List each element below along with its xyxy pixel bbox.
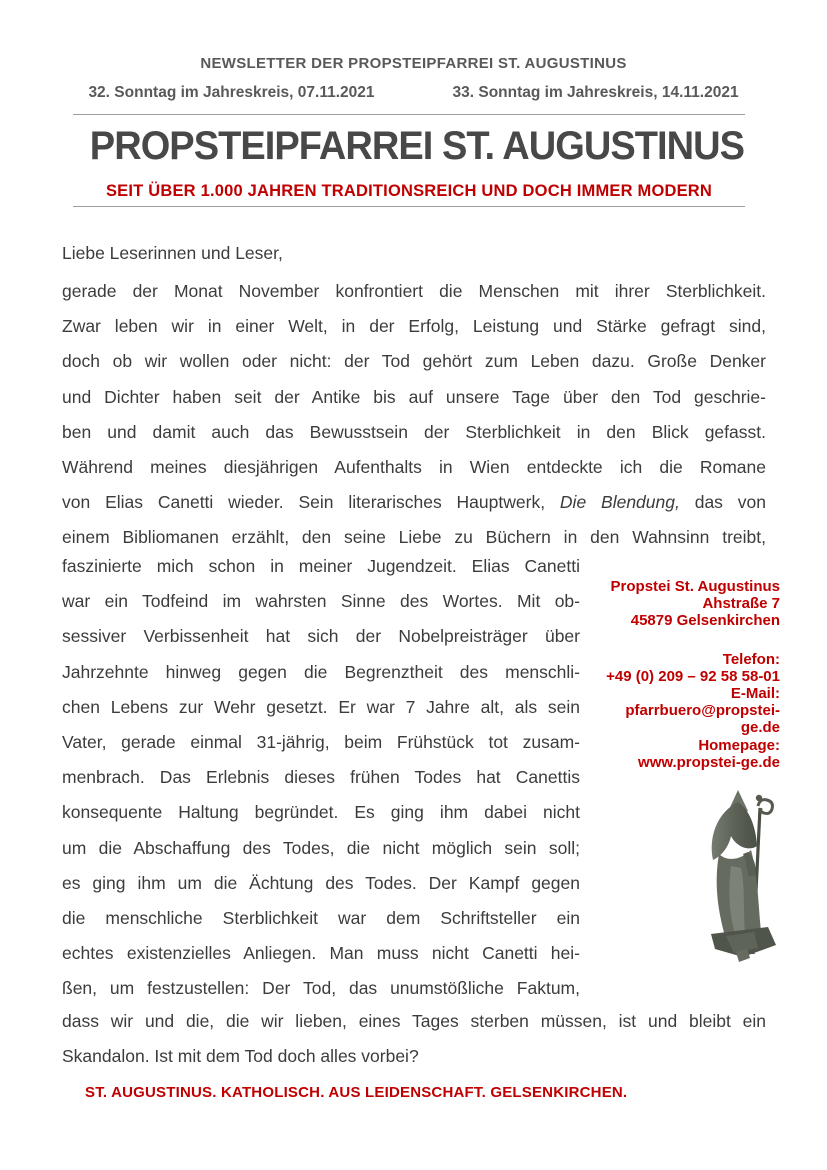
newsletter-header: NEWSLETTER DER PROPSTEIPFARREI ST. AUGUSTINUS — [200, 55, 627, 72]
tagline: SEIT ÜBER 1.000 JAHREN TRADITIONSREICH UND DOCH IMMER MODERN — [105, 182, 713, 200]
text-line: sessiver Verbissenheit hat sich der Nobelpreisträger über — [62, 626, 580, 647]
paragraph-block-full-top — [62, 274, 766, 556]
st-augustinus-statue-image — [696, 784, 788, 962]
divider-under-tagline — [73, 206, 745, 207]
text-line-with-book-title — [62, 485, 766, 520]
divider-top — [73, 114, 745, 115]
text-line: www.propstei-ge.de — [638, 753, 780, 771]
text-line: Propstei St. Augustinus — [610, 578, 780, 595]
text-line: Homepage: — [698, 736, 780, 754]
text-after-title: das von — [679, 492, 766, 513]
text-line: Ahstraße 7 — [702, 595, 780, 613]
text-line: +49 (0) 209 – 92 58 58-01 — [606, 667, 780, 685]
text-line: die menschliche Sterblichkeit war dem Schriftsteller ein — [62, 908, 580, 929]
text-line: Vater, gerade einmal 31-jährig, beim Frühstück tot zusam- — [62, 732, 580, 753]
paragraph-lines — [62, 274, 766, 485]
text-line: Skandalon. Ist mit dem Tod doch alles vorbei? — [62, 1046, 419, 1067]
edition-dates — [0, 84, 827, 102]
text-line: menbrach. Das Erlebnis dieses frühen Todes hat Canettis — [62, 767, 580, 788]
text-line: es ging ihm um die Ächtung des Todes. Der Kampf gegen — [62, 872, 580, 893]
page-title: PROPSTEIPFARREI ST. AUGUSTINUS — [89, 124, 744, 168]
text-line: E-Mail: — [730, 685, 780, 703]
text-line: Jahrzehnte hinweg gegen die Begrenztheit des menschli- — [62, 661, 580, 682]
footer-slogan: ST. AUGUSTINUS. KATHOLISCH. AUS LEIDENSCHAFT. GELSENKIRCHEN. — [85, 1084, 628, 1101]
statue-graphic — [696, 784, 788, 962]
text-line: Telefon: — [722, 650, 780, 668]
text-line: 45879 Gelsenkirchen — [630, 612, 780, 630]
text-line: konsequente Haltung begründet. Es ging ihm dabei nicht — [62, 802, 580, 823]
text-line: um die Abschaffung des Todes, die nicht möglich sein soll; — [62, 837, 580, 858]
edition-date-left: 32. Sonntag im Jahreskreis, 07.11.2021 — [88, 84, 375, 101]
text-line: Während meines diesjährigen Aufenthalts in Wien entdeckte ich die Romane — [62, 457, 766, 478]
salutation: Liebe Leserinnen und Leser, — [62, 243, 283, 263]
address-block — [570, 578, 780, 630]
text-line: ge.de — [740, 719, 780, 737]
text-line: ben und damit auch das Bewusstsein der Sterblichkeit in den Blick gefasst. — [62, 421, 766, 442]
contact-block — [570, 651, 780, 771]
text-line: ßen, um festzustellen: Der Tod, das unumstößliche Faktum, — [62, 978, 580, 999]
contact-info — [570, 578, 780, 771]
paragraph-block-full-bottom — [62, 1004, 766, 1074]
text-line: war ein Todfeind im wahrsten Sinne des Wortes. Mit ob- — [62, 591, 580, 612]
text-line: Zwar leben wir in einer Welt, in der Erfolg, Leistung und Stärke gefragt sind, — [62, 316, 766, 337]
text-line: einem Bibliomanen erzählt, den seine Liebe zu Büchern in den Wahnsinn treibt, — [62, 527, 766, 548]
text-line: doch ob wir wollen oder nicht: der Tod gehört zum Leben dazu. Große Denker — [62, 351, 766, 372]
text-line: gerade der Monat November konfrontiert die Menschen mit ihrer Sterblichkeit. — [62, 281, 766, 301]
book-title-die-blendung: Die Blendung, — [559, 492, 680, 513]
edition-date-right: 33. Sonntag im Jahreskreis, 14.11.2021 — [452, 84, 739, 101]
text-line: faszinierte mich schon in meiner Jugendzeit. Elias Canetti — [62, 556, 580, 576]
text-line: dass wir und die, die wir lieben, eines Tages sterben müssen, ist und bleibt ein — [62, 1011, 766, 1031]
text-line: echtes existenzielles Anliegen. Man muss nicht Canetti hei- — [62, 943, 580, 964]
text-line: pfarrbuero@propstei- — [625, 702, 780, 720]
paragraph-block-narrow — [62, 549, 580, 1007]
text-line: und Dichter haben seit der Antike bis auf unsere Tage über den Tod geschrie- — [62, 386, 766, 407]
text-line: chen Lebens zur Wehr gesetzt. Er war 7 Jahre alt, als sein — [62, 696, 580, 717]
text-before-title: von Elias Canetti wieder. Sein literarisches Hauptwerk, — [62, 492, 560, 513]
